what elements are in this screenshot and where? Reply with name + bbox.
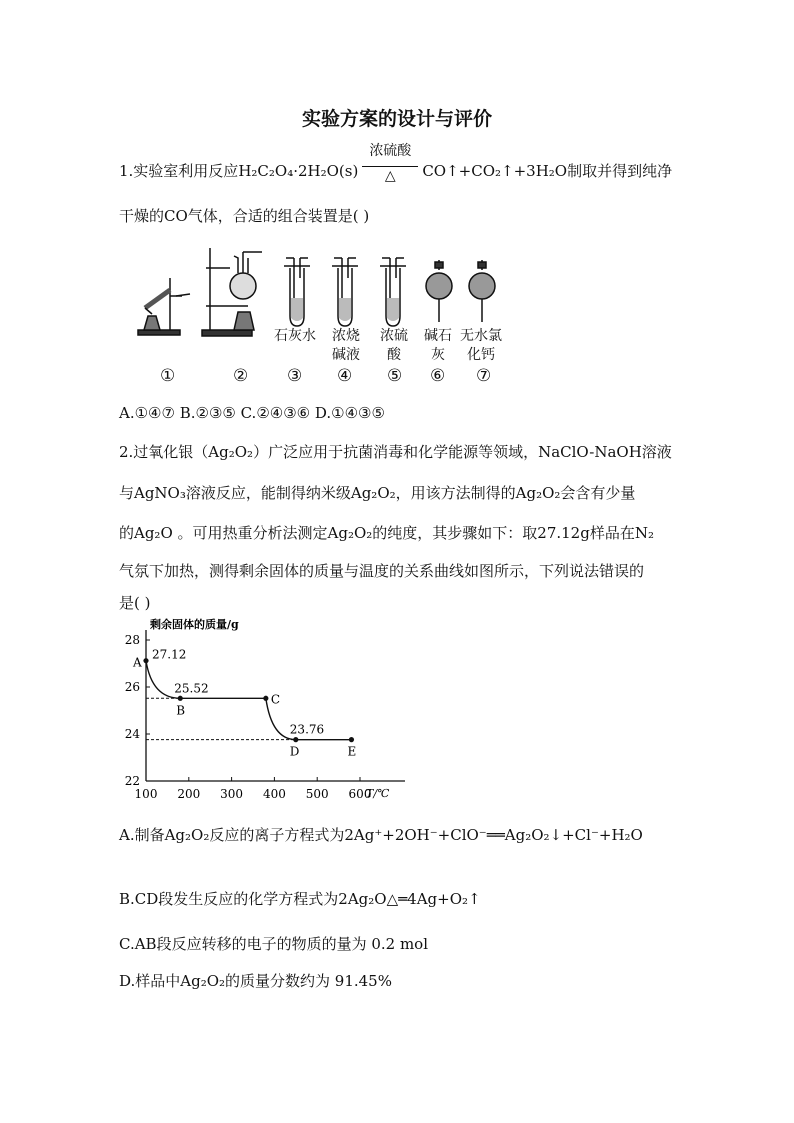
y-tick-label: 22 [124, 774, 140, 788]
q2-line2: 与AgNO₃溶液反应，能制得纳米级Ag₂O₂，用该方法制得的Ag₂O₂会含有少量 [119, 484, 636, 502]
q1-lead: 1.实验室利用反应 [119, 162, 239, 180]
point-e [349, 737, 354, 742]
reaction-condition [360, 143, 420, 184]
q1-options: A.①④⑦ B.②③⑤ C.②④③⑥ D.①④③⑤ [119, 404, 385, 422]
apparatus-1-tube-heating [138, 278, 190, 335]
y-tick-label: 24 [124, 727, 140, 741]
q2-line4: 气氛下加热，测得剩余固体的质量与温度的关系曲线如图所示，下列说法错误的 [119, 562, 645, 580]
apparatus-number-5: ⑤ [387, 366, 403, 386]
point-label-d: D [289, 744, 300, 759]
apparatus-label-5: 浓硫酸 [380, 328, 408, 363]
point-label-b: B [176, 703, 186, 718]
apparatus-number-7: ⑦ [476, 366, 492, 386]
condition-bottom: △ [384, 168, 396, 184]
apparatus-6-drying-tube [426, 260, 452, 322]
q2-line3: 的Ag₂O 。可用热重分析法测定Ag₂O₂的纯度，其步骤如下：取27.12g样品在N₂ [119, 524, 654, 542]
apparatus-7-drying-tube [469, 260, 495, 322]
q1-line2: 干燥的CO气体，合适的组合装置是( ) [119, 207, 370, 225]
apparatus-number-6: ⑥ [430, 366, 446, 386]
apparatus-number-1: ① [160, 366, 176, 386]
point-b [178, 696, 183, 701]
x-tick-label: 300 [220, 787, 244, 801]
q2-line5: 是( ) [119, 594, 151, 612]
x-tick-label: 600 [348, 787, 372, 801]
value-label-d: 23.76 [289, 722, 325, 737]
apparatus-label-6: 碱石灰 [424, 328, 452, 363]
apparatus-5-wash-bottle [380, 258, 406, 326]
q2-line1: 2.过氧化银（Ag₂O₂）广泛应用于抗菌消毒和化学能源等领域，NaClO-NaOH溶液 [119, 443, 672, 461]
q2-option-d: D.样品中Ag₂O₂的质量分数约为 91.45% [119, 972, 392, 990]
apparatus-label-7: 无水氯化钙 [460, 328, 502, 363]
x-tick-label: 100 [134, 787, 158, 801]
y-axis-label: 剩余固体的质量/g [150, 618, 239, 631]
apparatus-number-4: ④ [337, 366, 353, 386]
apparatus-2-flask-heating [202, 248, 262, 336]
value-label-b: 25.52 [174, 681, 209, 696]
value-label-a: 27.12 [152, 647, 187, 662]
point-c [263, 696, 268, 701]
apparatus-label-4: 浓烧碱液 [332, 328, 360, 363]
apparatus-number-2: ② [233, 366, 249, 386]
point-a [143, 658, 148, 663]
x-tick-label: 200 [177, 787, 201, 801]
point-label-c: C [270, 692, 281, 707]
q1-formula-right: CO↑+CO₂↑+3H₂O [422, 162, 568, 180]
y-tick-label: 28 [124, 633, 140, 647]
q1-line1 [119, 143, 673, 184]
q2-option-a: A.制备Ag₂O₂反应的离子方程式为2Ag⁺+2OH⁻+ClO⁻══Ag₂O₂↓+Cl⁻+H₂O [119, 826, 643, 844]
q2-option-b: B.CD段发生反应的化学方程式为2Ag₂O△═4Ag+O₂↑ [119, 890, 481, 908]
page-title: 实验方案的设计与评价 [301, 108, 492, 130]
point-label-a: A [133, 655, 142, 670]
point-label-e: E [347, 744, 357, 759]
point-d [293, 737, 298, 742]
x-axis-label: T/℃ [366, 787, 390, 800]
q1-formula-left: H₂C₂O₄·2H₂O(s) [238, 162, 359, 180]
x-tick-label: 400 [262, 787, 286, 801]
q2-option-c: C.AB段反应转移的电子的物质的量为 0.2 mol [119, 935, 429, 953]
condition-bar [362, 166, 418, 167]
condition-top: 浓硫酸 [369, 143, 412, 159]
apparatus-label-3: 石灰水 [274, 328, 316, 344]
apparatus-4-wash-bottle [332, 258, 358, 326]
y-tick-label: 26 [124, 680, 140, 694]
mass-temperature-chart [118, 614, 418, 804]
x-tick-label: 500 [305, 787, 329, 801]
q1-tail: 制取并得到纯净 [567, 162, 673, 180]
apparatus-3-wash-bottle [284, 258, 310, 326]
apparatus-number-3: ③ [287, 366, 303, 386]
